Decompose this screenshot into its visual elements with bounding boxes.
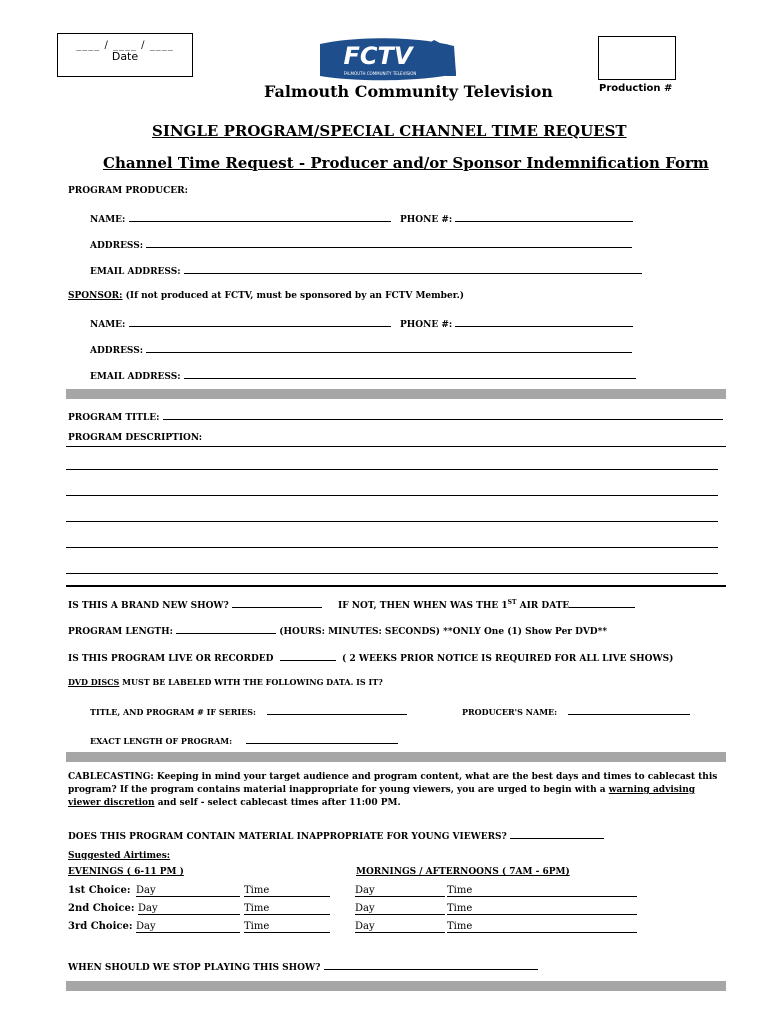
producer-name-row bbox=[90, 212, 391, 225]
producer-email-label: EMAIL ADDRESS: bbox=[90, 267, 181, 277]
production-label: Production # bbox=[599, 83, 673, 94]
evenings-heading: EVENINGS ( 6-11 PM ) bbox=[68, 867, 184, 877]
live-label: IS THIS PROGRAM LIVE OR RECORDED bbox=[68, 654, 274, 664]
brand-new-row bbox=[68, 598, 322, 611]
length-field[interactable] bbox=[176, 624, 276, 634]
first-air-sup: ST bbox=[507, 599, 517, 606]
inappropriate-row bbox=[68, 829, 604, 842]
exact-length-row bbox=[90, 735, 398, 746]
sponsor-phone-label: PHONE #: bbox=[400, 320, 453, 330]
brand-new-label: IS THIS A BRAND NEW SHOW? bbox=[68, 601, 229, 611]
description-line[interactable] bbox=[66, 573, 718, 574]
description-line[interactable] bbox=[66, 469, 718, 470]
description-line[interactable] bbox=[66, 495, 718, 496]
program-title-label: PROGRAM TITLE: bbox=[68, 413, 160, 423]
sub-title: Channel Time Request - Producer and/or Sponsor Indemnification Form bbox=[103, 154, 709, 172]
evening-time-field[interactable]: Time bbox=[244, 921, 330, 933]
stop-label: WHEN SHOULD WE STOP PLAYING THIS SHOW? bbox=[68, 963, 321, 973]
morning-day-field[interactable]: Day bbox=[355, 903, 445, 915]
producer-email-field[interactable] bbox=[184, 264, 642, 274]
description-top-rule bbox=[66, 446, 726, 447]
sponsor-address-field[interactable] bbox=[146, 343, 632, 353]
description-bottom-rule bbox=[66, 585, 726, 587]
producer-address-field[interactable] bbox=[146, 238, 632, 248]
sponsor-heading: SPONSOR: bbox=[68, 291, 123, 301]
brand-new-field[interactable] bbox=[232, 598, 322, 608]
choice-label: 3rd Choice: bbox=[68, 921, 133, 932]
dvd-discs-label: DVD DISCS bbox=[68, 677, 120, 687]
sponsor-email-field[interactable] bbox=[184, 369, 636, 379]
title-series-row bbox=[90, 706, 407, 717]
production-number-box[interactable] bbox=[598, 36, 676, 80]
producer-phone-label: PHONE #: bbox=[400, 215, 453, 225]
producer-name-dvd-row bbox=[462, 706, 690, 717]
first-air-label-post: AIR DATE bbox=[516, 601, 570, 611]
description-line[interactable] bbox=[66, 547, 718, 548]
description-line[interactable] bbox=[66, 521, 718, 522]
first-air-field[interactable] bbox=[569, 598, 635, 608]
inappropriate-field[interactable] bbox=[510, 829, 604, 839]
sponsor-address-label: ADDRESS: bbox=[90, 346, 144, 356]
morning-day-field[interactable]: Day bbox=[355, 885, 445, 897]
title-series-field[interactable] bbox=[267, 706, 407, 715]
producer-heading: PROGRAM PRODUCER: bbox=[68, 186, 188, 196]
morning-time-field[interactable]: Time bbox=[447, 903, 637, 915]
date-blanks[interactable]: ____ / ____ / ____ bbox=[76, 40, 174, 51]
logo-tagline: FALMOUTH COMMUNITY TELEVISION bbox=[343, 71, 417, 76]
main-title: SINGLE PROGRAM/SPECIAL CHANNEL TIME REQUEST bbox=[152, 122, 627, 140]
evening-day-field[interactable]: Day bbox=[138, 903, 240, 915]
warning-advising: warning advising bbox=[608, 785, 696, 795]
live-note: ( 2 WEEKS PRIOR NOTICE IS REQUIRED FOR ALL LIVE SHOWS) bbox=[342, 654, 674, 664]
evening-time-field[interactable]: Time bbox=[244, 903, 330, 915]
producer-name-label: NAME: bbox=[90, 215, 126, 225]
section-divider bbox=[66, 389, 726, 399]
stop-row bbox=[68, 960, 538, 973]
cablecasting-line-2: program? If the program contains material inappropriate for young viewers, you are urged to begin with a warning advising bbox=[68, 785, 696, 795]
airtimes-heading: Suggested Airtimes: bbox=[68, 851, 171, 861]
sponsor-name-label: NAME: bbox=[90, 320, 126, 330]
inappropriate-label: DOES THIS PROGRAM CONTAIN MATERIAL INAPPROPRIATE FOR YOUNG VIEWERS? bbox=[68, 832, 507, 842]
fctv-logo bbox=[316, 36, 458, 82]
footer-bar bbox=[66, 981, 726, 991]
date-label: Date bbox=[111, 50, 139, 63]
program-title-row bbox=[68, 410, 723, 423]
sponsor-name-row bbox=[90, 317, 391, 330]
first-air-row bbox=[338, 598, 635, 611]
org-name: Falmouth Community Television bbox=[264, 82, 553, 101]
evening-time-field[interactable]: Time bbox=[244, 885, 330, 897]
exact-length-field[interactable] bbox=[246, 735, 398, 744]
sponsor-note: (If not produced at FCTV, must be sponsored by an FCTV Member.) bbox=[122, 291, 464, 301]
length-label: PROGRAM LENGTH: bbox=[68, 627, 173, 637]
exact-length-label: EXACT LENGTH OF PROGRAM: bbox=[90, 736, 233, 746]
evening-day-field[interactable]: Day bbox=[136, 885, 240, 897]
producer-phone-field[interactable] bbox=[455, 212, 633, 222]
sponsor-address-row bbox=[90, 343, 632, 356]
section-divider bbox=[66, 752, 726, 762]
sponsor-email-row bbox=[90, 369, 636, 382]
mornings-heading: MORNINGS / AFTERNOONS ( 7AM - 6PM) bbox=[356, 867, 570, 877]
sponsor-phone-field[interactable] bbox=[455, 317, 633, 327]
sponsor-name-field[interactable] bbox=[129, 317, 391, 327]
sponsor-email-label: EMAIL ADDRESS: bbox=[90, 372, 181, 382]
length-note: (HOURS: MINUTES: SECONDS) **ONLY One (1) Show Per DVD** bbox=[279, 627, 608, 637]
producer-address-label: ADDRESS: bbox=[90, 241, 144, 251]
live-row bbox=[68, 651, 673, 664]
choice-label: 2nd Choice: bbox=[68, 903, 135, 914]
morning-day-field[interactable]: Day bbox=[355, 921, 445, 933]
evening-day-field[interactable]: Day bbox=[136, 921, 240, 933]
choice-label: 1st Choice: bbox=[68, 885, 131, 896]
sponsor-phone-row bbox=[400, 317, 633, 330]
dvd-row bbox=[68, 677, 383, 687]
morning-time-field[interactable]: Time bbox=[447, 885, 637, 897]
morning-time-field[interactable]: Time bbox=[447, 921, 637, 933]
cablecasting-line-1: CABLECASTING: Keeping in mind your target audience and program content, what are the best days and times to cablecast this bbox=[68, 772, 718, 782]
program-description-label: PROGRAM DESCRIPTION: bbox=[68, 433, 203, 443]
program-title-field[interactable] bbox=[163, 410, 723, 420]
cablecasting-paragraph bbox=[68, 771, 728, 810]
dvd-rest-label: MUST BE LABELED WITH THE FOLLOWING DATA. IS IT? bbox=[119, 677, 383, 687]
producer-name-field[interactable] bbox=[129, 212, 391, 222]
length-row bbox=[68, 624, 607, 637]
title-series-label: TITLE, AND PROGRAM # IF SERIES: bbox=[90, 707, 256, 717]
producer-email-row bbox=[90, 264, 642, 277]
producer-address-row bbox=[90, 238, 632, 251]
live-field[interactable] bbox=[280, 651, 336, 661]
viewer-discretion: viewer discretion bbox=[68, 798, 155, 808]
date-box bbox=[57, 33, 193, 77]
stop-field[interactable] bbox=[324, 960, 538, 970]
sponsor-heading-row bbox=[68, 291, 464, 301]
logo-text: FCTV bbox=[343, 42, 413, 70]
producer-name-dvd-label: PRODUCER'S NAME: bbox=[462, 707, 558, 717]
first-air-label-pre: IF NOT, THEN WHEN WAS THE 1 bbox=[338, 601, 508, 611]
producer-phone-row bbox=[400, 212, 633, 225]
producer-name-dvd-field[interactable] bbox=[568, 706, 690, 715]
cablecasting-line-3: viewer discretion and self - select cablecast times after 11:00 PM. bbox=[68, 798, 401, 808]
